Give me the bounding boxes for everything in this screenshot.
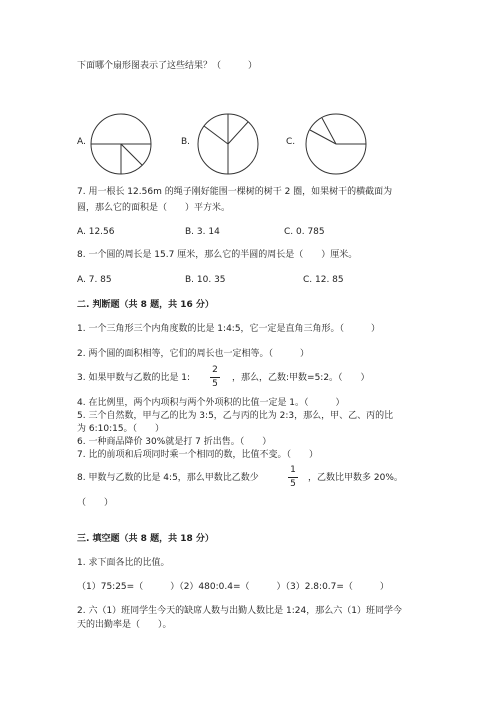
judge-q7: 7. 比的前项和后项同时乘一个相同的数，比值不变。（ ） [77, 450, 318, 460]
fraction-denominator: 5 [212, 379, 218, 389]
fill-q2-line2: 天的出勤率是（ ）。 [77, 620, 172, 630]
judge-q8-prefix: 8. 甲数与乙数的比是 4:5，那么甲数比乙数少 [77, 473, 259, 483]
question-7-line1: 7. 用一根长 12.56m 的绳子刚好能围一棵树的树干 2 圈，如果树干的横截面为 [77, 187, 393, 197]
fraction-numerator: 1 [290, 465, 296, 475]
question-7-option-c: C. 0. 785 [284, 227, 325, 237]
fraction-numerator: 2 [212, 365, 218, 375]
judge-q6: 6. 一种商品降价 30%就是打 7 折出售。（ ） [77, 437, 272, 447]
question-8-stem: 8. 一个圆的周长是 15.7 厘米，那么它的半圆的周长是（ ）厘米。 [77, 250, 358, 260]
section-3-title: 三. 填空题（共 8 题，共 18 分） [77, 534, 214, 544]
section-2-title: 二. 判断题（共 8 题，共 16 分） [77, 300, 214, 310]
pie-chart-c [300, 108, 372, 180]
question-7-option-b: B. 3. 14 [185, 227, 220, 237]
judge-q3-prefix: 3. 如果甲数与乙数的比是 1: [77, 373, 191, 383]
option-b-label: B. [181, 137, 191, 147]
option-c-label: C. [286, 137, 296, 147]
fraction-denominator: 5 [290, 479, 296, 489]
judge-q1: 1. 一个三角形三个内角度数的比是 1:4:5，它一定是直角三角形。（ ） [77, 324, 381, 334]
question-7-option-a: A. 12.56 [77, 227, 115, 237]
judge-q2: 2. 两个圆的面积相等，它们的周长也一定相等。（ ） [77, 349, 309, 359]
judge-q5-line1: 5. 三个自然数，甲与乙的比为 3:5，乙与丙的比为 2:3，那么，甲、乙、丙的比 [77, 411, 394, 421]
fill-q1-items: （1）75:25=（ ）（2）480:0.4=（ ）（3）2.8:0.7=（ ） [77, 582, 389, 592]
judge-q8-answer-paren: （ ） [77, 498, 114, 508]
pie-chart-b [192, 108, 264, 180]
question-8-option-b: B. 10. 35 [185, 275, 226, 285]
option-a-label: A. [77, 137, 86, 147]
question-stem: 下面哪个扇形图表示了这些结果？（ ） [77, 61, 258, 71]
judge-q5-line2: 为 6:10:15。（ ） [77, 424, 165, 434]
judge-q4: 4. 在比例里，两个内项积与两个外项积的比值一定是 1。（ ） [77, 398, 345, 408]
judge-q3-suffix: ，那么，乙数:甲数=5:2。（ ） [232, 373, 370, 383]
judge-q8-suffix: ，乙数比甲数多 20%。 [308, 473, 403, 483]
pie-chart-a [85, 108, 167, 180]
question-8-option-c: C. 12. 85 [303, 275, 344, 285]
fraction-two-fifths [209, 366, 221, 389]
fraction-bar [210, 377, 220, 378]
question-7-line2: 圆，那么它的面积是（ ）平方米。 [77, 203, 231, 213]
fill-q2-line1: 2. 六（1）班同学生今天的缺席人数与出勤人数比是 1:24，那么六（1）班同学今 [77, 606, 402, 616]
fraction-bar [288, 477, 298, 478]
fill-q1: 1. 求下面各比的比值。 [77, 558, 170, 568]
question-8-option-a: A. 7. 85 [77, 275, 112, 285]
fraction-one-fifth [287, 466, 299, 489]
